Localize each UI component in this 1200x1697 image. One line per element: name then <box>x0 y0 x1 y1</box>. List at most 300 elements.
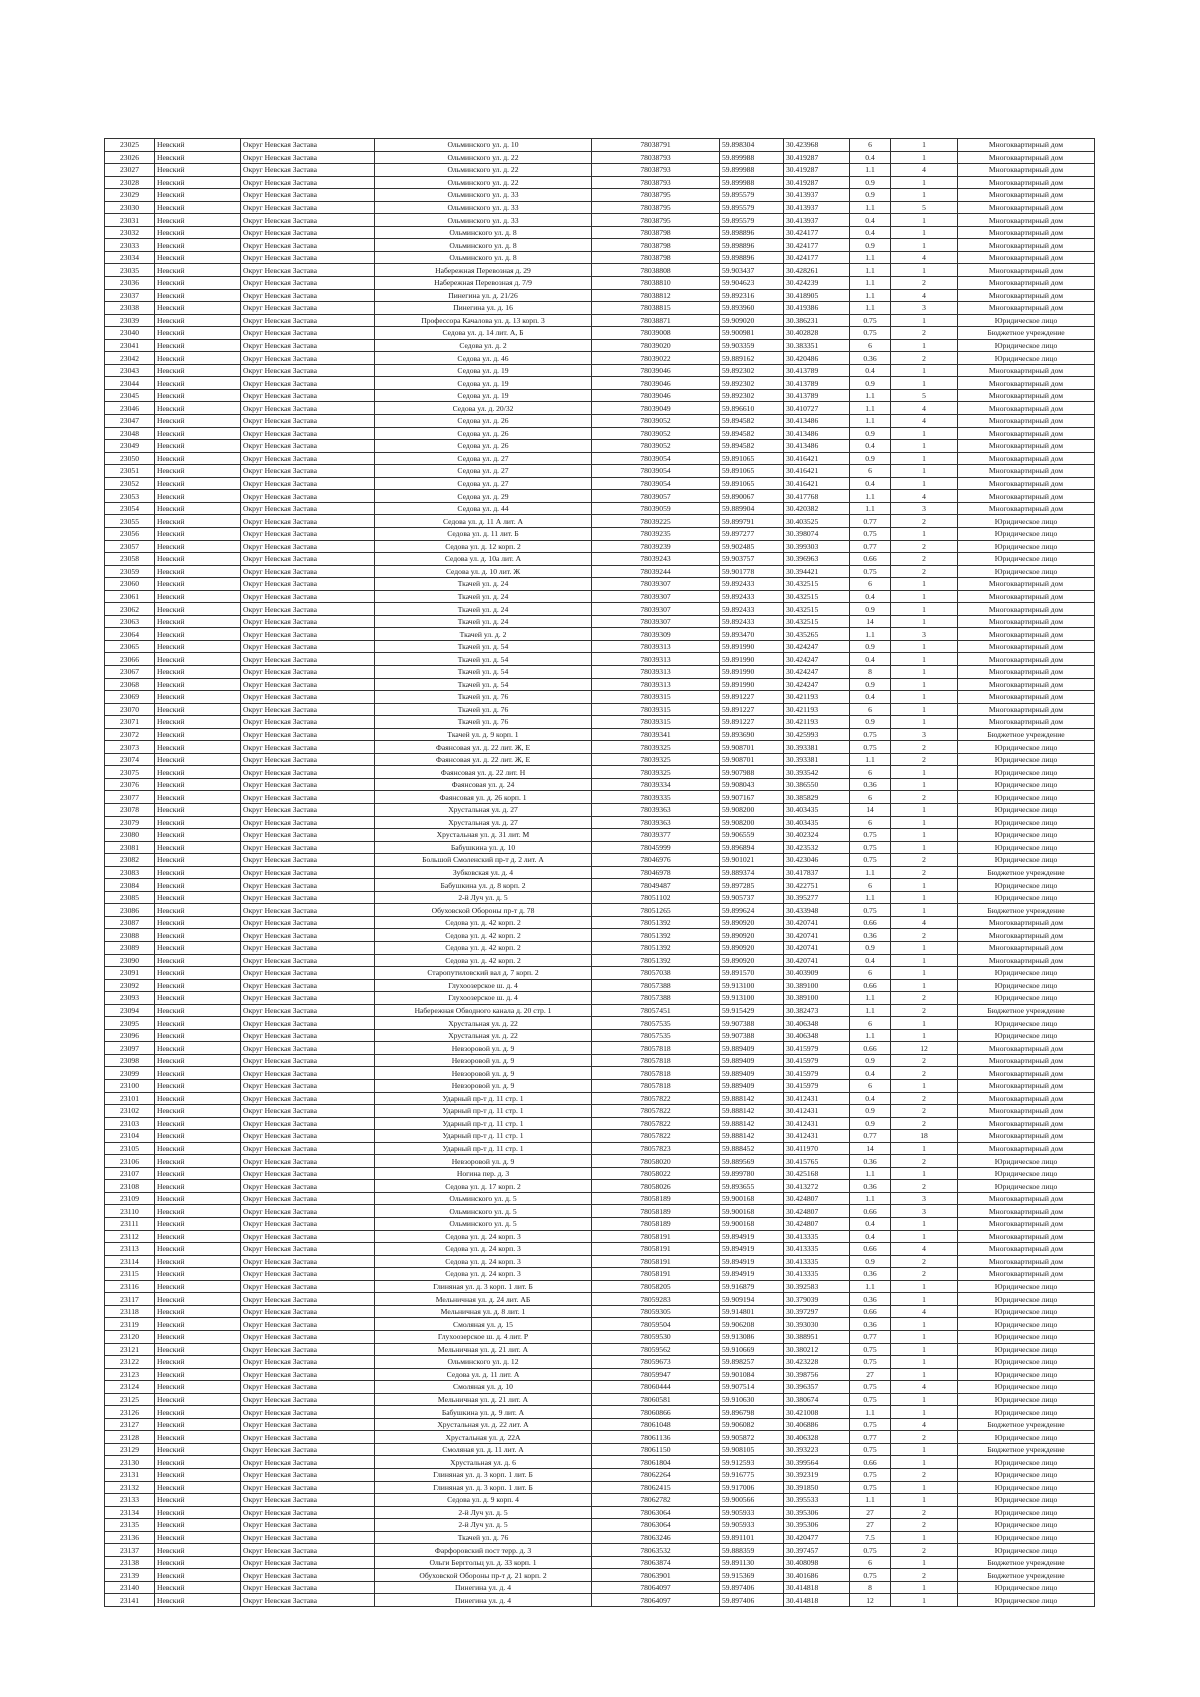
object-code-cell: 78039239 <box>592 540 720 553</box>
count-cell: 1 <box>891 1531 958 1544</box>
object-code-cell: 78039046 <box>592 377 720 390</box>
district-cell: Невский <box>155 578 241 591</box>
longitude-cell: 30.393381 <box>784 741 850 754</box>
count-cell: 1 <box>891 527 958 540</box>
latitude-cell: 59.908200 <box>720 816 784 829</box>
district-cell: Невский <box>155 427 241 440</box>
longitude-cell: 30.412431 <box>784 1092 850 1105</box>
longitude-cell: 30.417837 <box>784 866 850 879</box>
count-cell: 4 <box>891 1418 958 1431</box>
volume-cell: 0.75 <box>850 1393 891 1406</box>
object-code-cell: 78038808 <box>592 264 720 277</box>
object-code-cell: 78057818 <box>592 1054 720 1067</box>
okrug-cell: Округ Невская Застава <box>241 302 375 315</box>
table-row <box>105 214 1095 227</box>
count-cell: 5 <box>891 389 958 402</box>
record-id-cell: 23057 <box>105 540 155 553</box>
longitude-cell: 30.403909 <box>784 967 850 980</box>
address-cell: Ткачей ул. д. 76 <box>375 1531 592 1544</box>
district-cell: Невский <box>155 1494 241 1507</box>
district-cell: Невский <box>155 879 241 892</box>
district-cell: Невский <box>155 527 241 540</box>
table-row <box>105 1117 1095 1130</box>
okrug-cell: Округ Невская Застава <box>241 176 375 189</box>
longitude-cell: 30.413789 <box>784 364 850 377</box>
longitude-cell: 30.420741 <box>784 929 850 942</box>
volume-cell: 6 <box>850 879 891 892</box>
table-row <box>105 1029 1095 1042</box>
district-cell: Невский <box>155 904 241 917</box>
count-cell: 4 <box>891 1243 958 1256</box>
record-id-cell: 23133 <box>105 1494 155 1507</box>
okrug-cell: Округ Невская Застава <box>241 1017 375 1030</box>
table-row <box>105 490 1095 503</box>
latitude-cell: 59.888142 <box>720 1092 784 1105</box>
record-id-cell: 23098 <box>105 1054 155 1067</box>
count-cell: 4 <box>891 164 958 177</box>
longitude-cell: 30.410727 <box>784 402 850 415</box>
longitude-cell: 30.408098 <box>784 1556 850 1569</box>
count-cell: 1 <box>891 665 958 678</box>
address-cell: Невзоровой ул. д. 9 <box>375 1080 592 1093</box>
district-cell: Невский <box>155 490 241 503</box>
latitude-cell: 59.888142 <box>720 1117 784 1130</box>
longitude-cell: 30.425993 <box>784 728 850 741</box>
longitude-cell: 30.421193 <box>784 716 850 729</box>
record-id-cell: 23068 <box>105 678 155 691</box>
okrug-cell: Округ Невская Застава <box>241 1218 375 1231</box>
record-id-cell: 23117 <box>105 1293 155 1306</box>
address-cell: Глухоозерское ш. д. 4 <box>375 992 592 1005</box>
address-cell: Ольминского ул. д. 5 <box>375 1218 592 1231</box>
okrug-cell: Округ Невская Застава <box>241 1581 375 1594</box>
district-cell: Невский <box>155 477 241 490</box>
okrug-cell: Округ Невская Застава <box>241 1280 375 1293</box>
count-cell: 2 <box>891 540 958 553</box>
address-cell: Глиняная ул. д. 3 корп. 1 лит. Б <box>375 1481 592 1494</box>
district-cell: Невский <box>155 1205 241 1218</box>
address-cell: Седова ул. д. 2 <box>375 339 592 352</box>
address-cell: Седова ул. д. 24 корп. 3 <box>375 1230 592 1243</box>
volume-cell: 0.9 <box>850 716 891 729</box>
okrug-cell: Округ Невская Застава <box>241 1356 375 1369</box>
address-cell: Ткачей ул. д. 2 <box>375 628 592 641</box>
district-cell: Невский <box>155 992 241 1005</box>
count-cell: 1 <box>891 1581 958 1594</box>
address-cell: Ольминского ул. д. 8 <box>375 226 592 239</box>
volume-cell: 1.1 <box>850 1004 891 1017</box>
table-row <box>105 1054 1095 1067</box>
address-cell: Ударный пр-т д. 11 стр. 1 <box>375 1117 592 1130</box>
district-cell: Невский <box>155 778 241 791</box>
record-id-cell: 23045 <box>105 389 155 402</box>
district-cell: Невский <box>155 967 241 980</box>
longitude-cell: 30.423532 <box>784 841 850 854</box>
count-cell: 1 <box>891 427 958 440</box>
longitude-cell: 30.417768 <box>784 490 850 503</box>
volume-cell: 0.9 <box>850 640 891 653</box>
count-cell: 2 <box>891 327 958 340</box>
okrug-cell: Округ Невская Застава <box>241 791 375 804</box>
owner-type-cell: Юридическое лицо <box>958 527 1095 540</box>
count-cell: 18 <box>891 1130 958 1143</box>
object-code-cell: 78038795 <box>592 189 720 202</box>
district-cell: Невский <box>155 176 241 189</box>
address-cell: Ткачей ул. д. 54 <box>375 640 592 653</box>
longitude-cell: 30.435265 <box>784 628 850 641</box>
owner-type-cell: Юридическое лицо <box>958 1167 1095 1180</box>
object-code-cell: 78038795 <box>592 201 720 214</box>
record-id-cell: 23101 <box>105 1092 155 1105</box>
okrug-cell: Округ Невская Застава <box>241 628 375 641</box>
longitude-cell: 30.395306 <box>784 1519 850 1532</box>
table-row <box>105 1142 1095 1155</box>
object-code-cell: 78038795 <box>592 214 720 227</box>
owner-type-cell: Юридическое лицо <box>958 1393 1095 1406</box>
okrug-cell: Округ Невская Застава <box>241 653 375 666</box>
object-code-cell: 78061150 <box>592 1443 720 1456</box>
longitude-cell: 30.424247 <box>784 665 850 678</box>
volume-cell: 8 <box>850 665 891 678</box>
owner-type-cell: Юридическое лицо <box>958 1381 1095 1394</box>
count-cell: 1 <box>891 841 958 854</box>
okrug-cell: Округ Невская Застава <box>241 1180 375 1193</box>
longitude-cell: 30.385829 <box>784 791 850 804</box>
address-cell: Хрустальная ул. д. 27 <box>375 816 592 829</box>
owner-type-cell: Юридическое лицо <box>958 741 1095 754</box>
okrug-cell: Округ Невская Застава <box>241 703 375 716</box>
district-cell: Невский <box>155 1130 241 1143</box>
latitude-cell: 59.899624 <box>720 904 784 917</box>
district-cell: Невский <box>155 703 241 716</box>
latitude-cell: 59.889374 <box>720 866 784 879</box>
object-code-cell: 78039325 <box>592 741 720 754</box>
count-cell: 1 <box>891 1393 958 1406</box>
okrug-cell: Округ Невская Застава <box>241 1029 375 1042</box>
district-cell: Невский <box>155 1054 241 1067</box>
record-id-cell: 23062 <box>105 603 155 616</box>
address-cell: Ткачей ул. д. 9 корп. 1 <box>375 728 592 741</box>
okrug-cell: Округ Невская Застава <box>241 816 375 829</box>
address-cell: Ткачей ул. д. 24 <box>375 590 592 603</box>
record-id-cell: 23077 <box>105 791 155 804</box>
object-code-cell: 78057451 <box>592 1004 720 1017</box>
owner-type-cell: Юридическое лицо <box>958 841 1095 854</box>
record-id-cell: 23102 <box>105 1105 155 1118</box>
okrug-cell: Округ Невская Застава <box>241 527 375 540</box>
record-id-cell: 23108 <box>105 1180 155 1193</box>
latitude-cell: 59.908701 <box>720 753 784 766</box>
owner-type-cell: Юридическое лицо <box>958 1456 1095 1469</box>
record-id-cell: 23113 <box>105 1243 155 1256</box>
okrug-cell: Округ Невская Застава <box>241 1406 375 1419</box>
object-code-cell: 78060444 <box>592 1381 720 1394</box>
record-id-cell: 23090 <box>105 954 155 967</box>
district-cell: Невский <box>155 1330 241 1343</box>
address-cell: Седова ул. д. 17 корп. 2 <box>375 1180 592 1193</box>
address-cell: Ударный пр-т д. 11 стр. 1 <box>375 1092 592 1105</box>
volume-cell: 0.75 <box>850 741 891 754</box>
volume-cell: 6 <box>850 791 891 804</box>
volume-cell: 0.75 <box>850 527 891 540</box>
owner-type-cell: Многоквартирный дом <box>958 1268 1095 1281</box>
longitude-cell: 30.403435 <box>784 803 850 816</box>
table-row <box>105 352 1095 365</box>
volume-cell: 1.1 <box>850 402 891 415</box>
district-cell: Невский <box>155 942 241 955</box>
record-id-cell: 23136 <box>105 1531 155 1544</box>
latitude-cell: 59.892316 <box>720 289 784 302</box>
table-row <box>105 553 1095 566</box>
longitude-cell: 30.389100 <box>784 979 850 992</box>
latitude-cell: 59.891130 <box>720 1556 784 1569</box>
owner-type-cell: Многоквартирный дом <box>958 302 1095 315</box>
latitude-cell: 59.891227 <box>720 703 784 716</box>
longitude-cell: 30.415979 <box>784 1054 850 1067</box>
owner-type-cell: Юридическое лицо <box>958 352 1095 365</box>
longitude-cell: 30.406348 <box>784 1017 850 1030</box>
owner-type-cell: Многоквартирный дом <box>958 477 1095 490</box>
count-cell: 2 <box>891 866 958 879</box>
address-cell: Седова ул. д. 26 <box>375 440 592 453</box>
count-cell: 1 <box>891 1218 958 1231</box>
table-row <box>105 251 1095 264</box>
latitude-cell: 59.889904 <box>720 502 784 515</box>
object-code-cell: 78063874 <box>592 1556 720 1569</box>
owner-type-cell: Юридическое лицо <box>958 1481 1095 1494</box>
record-id-cell: 23071 <box>105 716 155 729</box>
address-cell: Седова ул. д. 9 корп. 4 <box>375 1494 592 1507</box>
volume-cell: 0.66 <box>850 979 891 992</box>
owner-type-cell: Многоквартирный дом <box>958 201 1095 214</box>
count-cell: 3 <box>891 302 958 315</box>
longitude-cell: 30.413937 <box>784 189 850 202</box>
record-id-cell: 23047 <box>105 415 155 428</box>
longitude-cell: 30.419287 <box>784 151 850 164</box>
owner-type-cell: Многоквартирный дом <box>958 465 1095 478</box>
table-row <box>105 1343 1095 1356</box>
okrug-cell: Округ Невская Застава <box>241 1293 375 1306</box>
latitude-cell: 59.898896 <box>720 226 784 239</box>
record-id-cell: 23095 <box>105 1017 155 1030</box>
okrug-cell: Округ Невская Застава <box>241 1330 375 1343</box>
address-cell: Седова ул. д. 14 лит. А, Б <box>375 327 592 340</box>
owner-type-cell: Многоквартирный дом <box>958 502 1095 515</box>
volume-cell: 0.4 <box>850 1067 891 1080</box>
address-cell: Седова ул. д. 11 лит. А <box>375 1368 592 1381</box>
okrug-cell: Округ Невская Застава <box>241 1054 375 1067</box>
longitude-cell: 30.416421 <box>784 477 850 490</box>
owner-type-cell: Многоквартирный дом <box>958 490 1095 503</box>
count-cell: 1 <box>891 226 958 239</box>
volume-cell: 0.9 <box>850 427 891 440</box>
district-cell: Невский <box>155 1105 241 1118</box>
owner-type-cell: Многоквартирный дом <box>958 377 1095 390</box>
district-cell: Невский <box>155 816 241 829</box>
latitude-cell: 59.891990 <box>720 665 784 678</box>
table-row <box>105 302 1095 315</box>
count-cell: 1 <box>891 615 958 628</box>
count-cell: 1 <box>891 891 958 904</box>
district-cell: Невский <box>155 1393 241 1406</box>
volume-cell: 0.9 <box>850 176 891 189</box>
owner-type-cell: Юридическое лицо <box>958 1356 1095 1369</box>
record-id-cell: 23041 <box>105 339 155 352</box>
longitude-cell: 30.393542 <box>784 766 850 779</box>
owner-type-cell: Многоквартирный дом <box>958 289 1095 302</box>
count-cell: 2 <box>891 1506 958 1519</box>
latitude-cell: 59.894919 <box>720 1230 784 1243</box>
object-code-cell: 78039325 <box>592 766 720 779</box>
record-id-cell: 23073 <box>105 741 155 754</box>
volume-cell: 1.1 <box>850 1406 891 1419</box>
object-code-cell: 78059562 <box>592 1343 720 1356</box>
object-code-cell: 78057822 <box>592 1105 720 1118</box>
table-row <box>105 1330 1095 1343</box>
table-row <box>105 440 1095 453</box>
table-row <box>105 1130 1095 1143</box>
table-row <box>105 665 1095 678</box>
okrug-cell: Округ Невская Застава <box>241 1468 375 1481</box>
table-row <box>105 415 1095 428</box>
longitude-cell: 30.433948 <box>784 904 850 917</box>
count-cell: 2 <box>891 1544 958 1557</box>
okrug-cell: Округ Невская Застава <box>241 1155 375 1168</box>
district-cell: Невский <box>155 314 241 327</box>
table-row <box>105 1494 1095 1507</box>
table-row <box>105 628 1095 641</box>
count-cell: 2 <box>891 515 958 528</box>
volume-cell: 14 <box>850 615 891 628</box>
longitude-cell: 30.398756 <box>784 1368 850 1381</box>
address-cell: Седова ул. д. 11 лит. Б <box>375 527 592 540</box>
latitude-cell: 59.896610 <box>720 402 784 415</box>
table-row <box>105 1418 1095 1431</box>
table-row <box>105 1205 1095 1218</box>
okrug-cell: Округ Невская Застава <box>241 578 375 591</box>
owner-type-cell: Юридическое лицо <box>958 1330 1095 1343</box>
owner-type-cell: Бюджетное учреждение <box>958 1004 1095 1017</box>
table-row <box>105 1506 1095 1519</box>
object-code-cell: 78051392 <box>592 942 720 955</box>
table-row <box>105 164 1095 177</box>
okrug-cell: Округ Невская Застава <box>241 728 375 741</box>
object-code-cell: 78059504 <box>592 1318 720 1331</box>
okrug-cell: Округ Невская Застава <box>241 1368 375 1381</box>
table-row <box>105 778 1095 791</box>
owner-type-cell: Юридическое лицо <box>958 339 1095 352</box>
table-row <box>105 201 1095 214</box>
okrug-cell: Округ Невская Застава <box>241 1531 375 1544</box>
object-code-cell: 78064097 <box>592 1581 720 1594</box>
longitude-cell: 30.424247 <box>784 678 850 691</box>
table-row <box>105 527 1095 540</box>
latitude-cell: 59.900168 <box>720 1218 784 1231</box>
volume-cell: 0.66 <box>850 1205 891 1218</box>
address-cell: Седова ул. д. 10а лит. А <box>375 553 592 566</box>
latitude-cell: 59.908200 <box>720 803 784 816</box>
longitude-cell: 30.424177 <box>784 226 850 239</box>
okrug-cell: Округ Невская Застава <box>241 640 375 653</box>
table-row <box>105 904 1095 917</box>
owner-type-cell: Многоквартирный дом <box>958 264 1095 277</box>
record-id-cell: 23096 <box>105 1029 155 1042</box>
okrug-cell: Округ Невская Застава <box>241 916 375 929</box>
owner-type-cell: Юридическое лицо <box>958 1519 1095 1532</box>
record-id-cell: 23124 <box>105 1381 155 1394</box>
record-id-cell: 23100 <box>105 1080 155 1093</box>
count-cell: 4 <box>891 415 958 428</box>
okrug-cell: Округ Невская Застава <box>241 841 375 854</box>
table-row <box>105 327 1095 340</box>
volume-cell: 1.1 <box>850 1167 891 1180</box>
count-cell: 1 <box>891 803 958 816</box>
latitude-cell: 59.891990 <box>720 640 784 653</box>
address-cell: Большой Смоленский пр-т д. 2 лит. А <box>375 854 592 867</box>
address-cell: Седова ул. д. 44 <box>375 502 592 515</box>
record-id-cell: 23053 <box>105 490 155 503</box>
okrug-cell: Округ Невская Застава <box>241 1305 375 1318</box>
longitude-cell: 30.395306 <box>784 1506 850 1519</box>
latitude-cell: 59.891065 <box>720 465 784 478</box>
okrug-cell: Округ Невская Застава <box>241 314 375 327</box>
table-row <box>105 678 1095 691</box>
volume-cell: 0.66 <box>850 1243 891 1256</box>
volume-cell: 0.36 <box>850 929 891 942</box>
table-row <box>105 364 1095 377</box>
table-row <box>105 176 1095 189</box>
owner-type-cell: Многоквартирный дом <box>958 1142 1095 1155</box>
owner-type-cell: Многоквартирный дом <box>958 139 1095 152</box>
district-cell: Невский <box>155 1092 241 1105</box>
count-cell: 1 <box>891 1481 958 1494</box>
owner-type-cell: Многоквартирный дом <box>958 603 1095 616</box>
owner-type-cell: Многоквартирный дом <box>958 364 1095 377</box>
object-code-cell: 78058191 <box>592 1255 720 1268</box>
table-row <box>105 615 1095 628</box>
object-code-cell: 78039054 <box>592 452 720 465</box>
owner-type-cell: Многоквартирный дом <box>958 942 1095 955</box>
record-id-cell: 23088 <box>105 929 155 942</box>
address-cell: Ольминского ул. д. 10 <box>375 139 592 152</box>
latitude-cell: 59.892433 <box>720 615 784 628</box>
record-id-cell: 23074 <box>105 753 155 766</box>
count-cell: 1 <box>891 829 958 842</box>
latitude-cell: 59.900168 <box>720 1205 784 1218</box>
volume-cell: 1.1 <box>850 502 891 515</box>
count-cell: 4 <box>891 289 958 302</box>
table-row <box>105 465 1095 478</box>
object-code-cell: 78039307 <box>592 603 720 616</box>
district-cell: Невский <box>155 201 241 214</box>
volume-cell: 6 <box>850 139 891 152</box>
okrug-cell: Округ Невская Застава <box>241 1594 375 1607</box>
longitude-cell: 30.420741 <box>784 916 850 929</box>
table-row <box>105 151 1095 164</box>
volume-cell: 1.1 <box>850 1029 891 1042</box>
table-body <box>105 139 1095 1607</box>
latitude-cell: 59.912593 <box>720 1456 784 1469</box>
district-cell: Невский <box>155 289 241 302</box>
count-cell: 1 <box>891 1017 958 1030</box>
owner-type-cell: Бюджетное учреждение <box>958 1443 1095 1456</box>
district-cell: Невский <box>155 741 241 754</box>
record-id-cell: 23132 <box>105 1481 155 1494</box>
longitude-cell: 30.416421 <box>784 452 850 465</box>
okrug-cell: Округ Невская Застава <box>241 1255 375 1268</box>
record-id-cell: 23051 <box>105 465 155 478</box>
longitude-cell: 30.420382 <box>784 502 850 515</box>
